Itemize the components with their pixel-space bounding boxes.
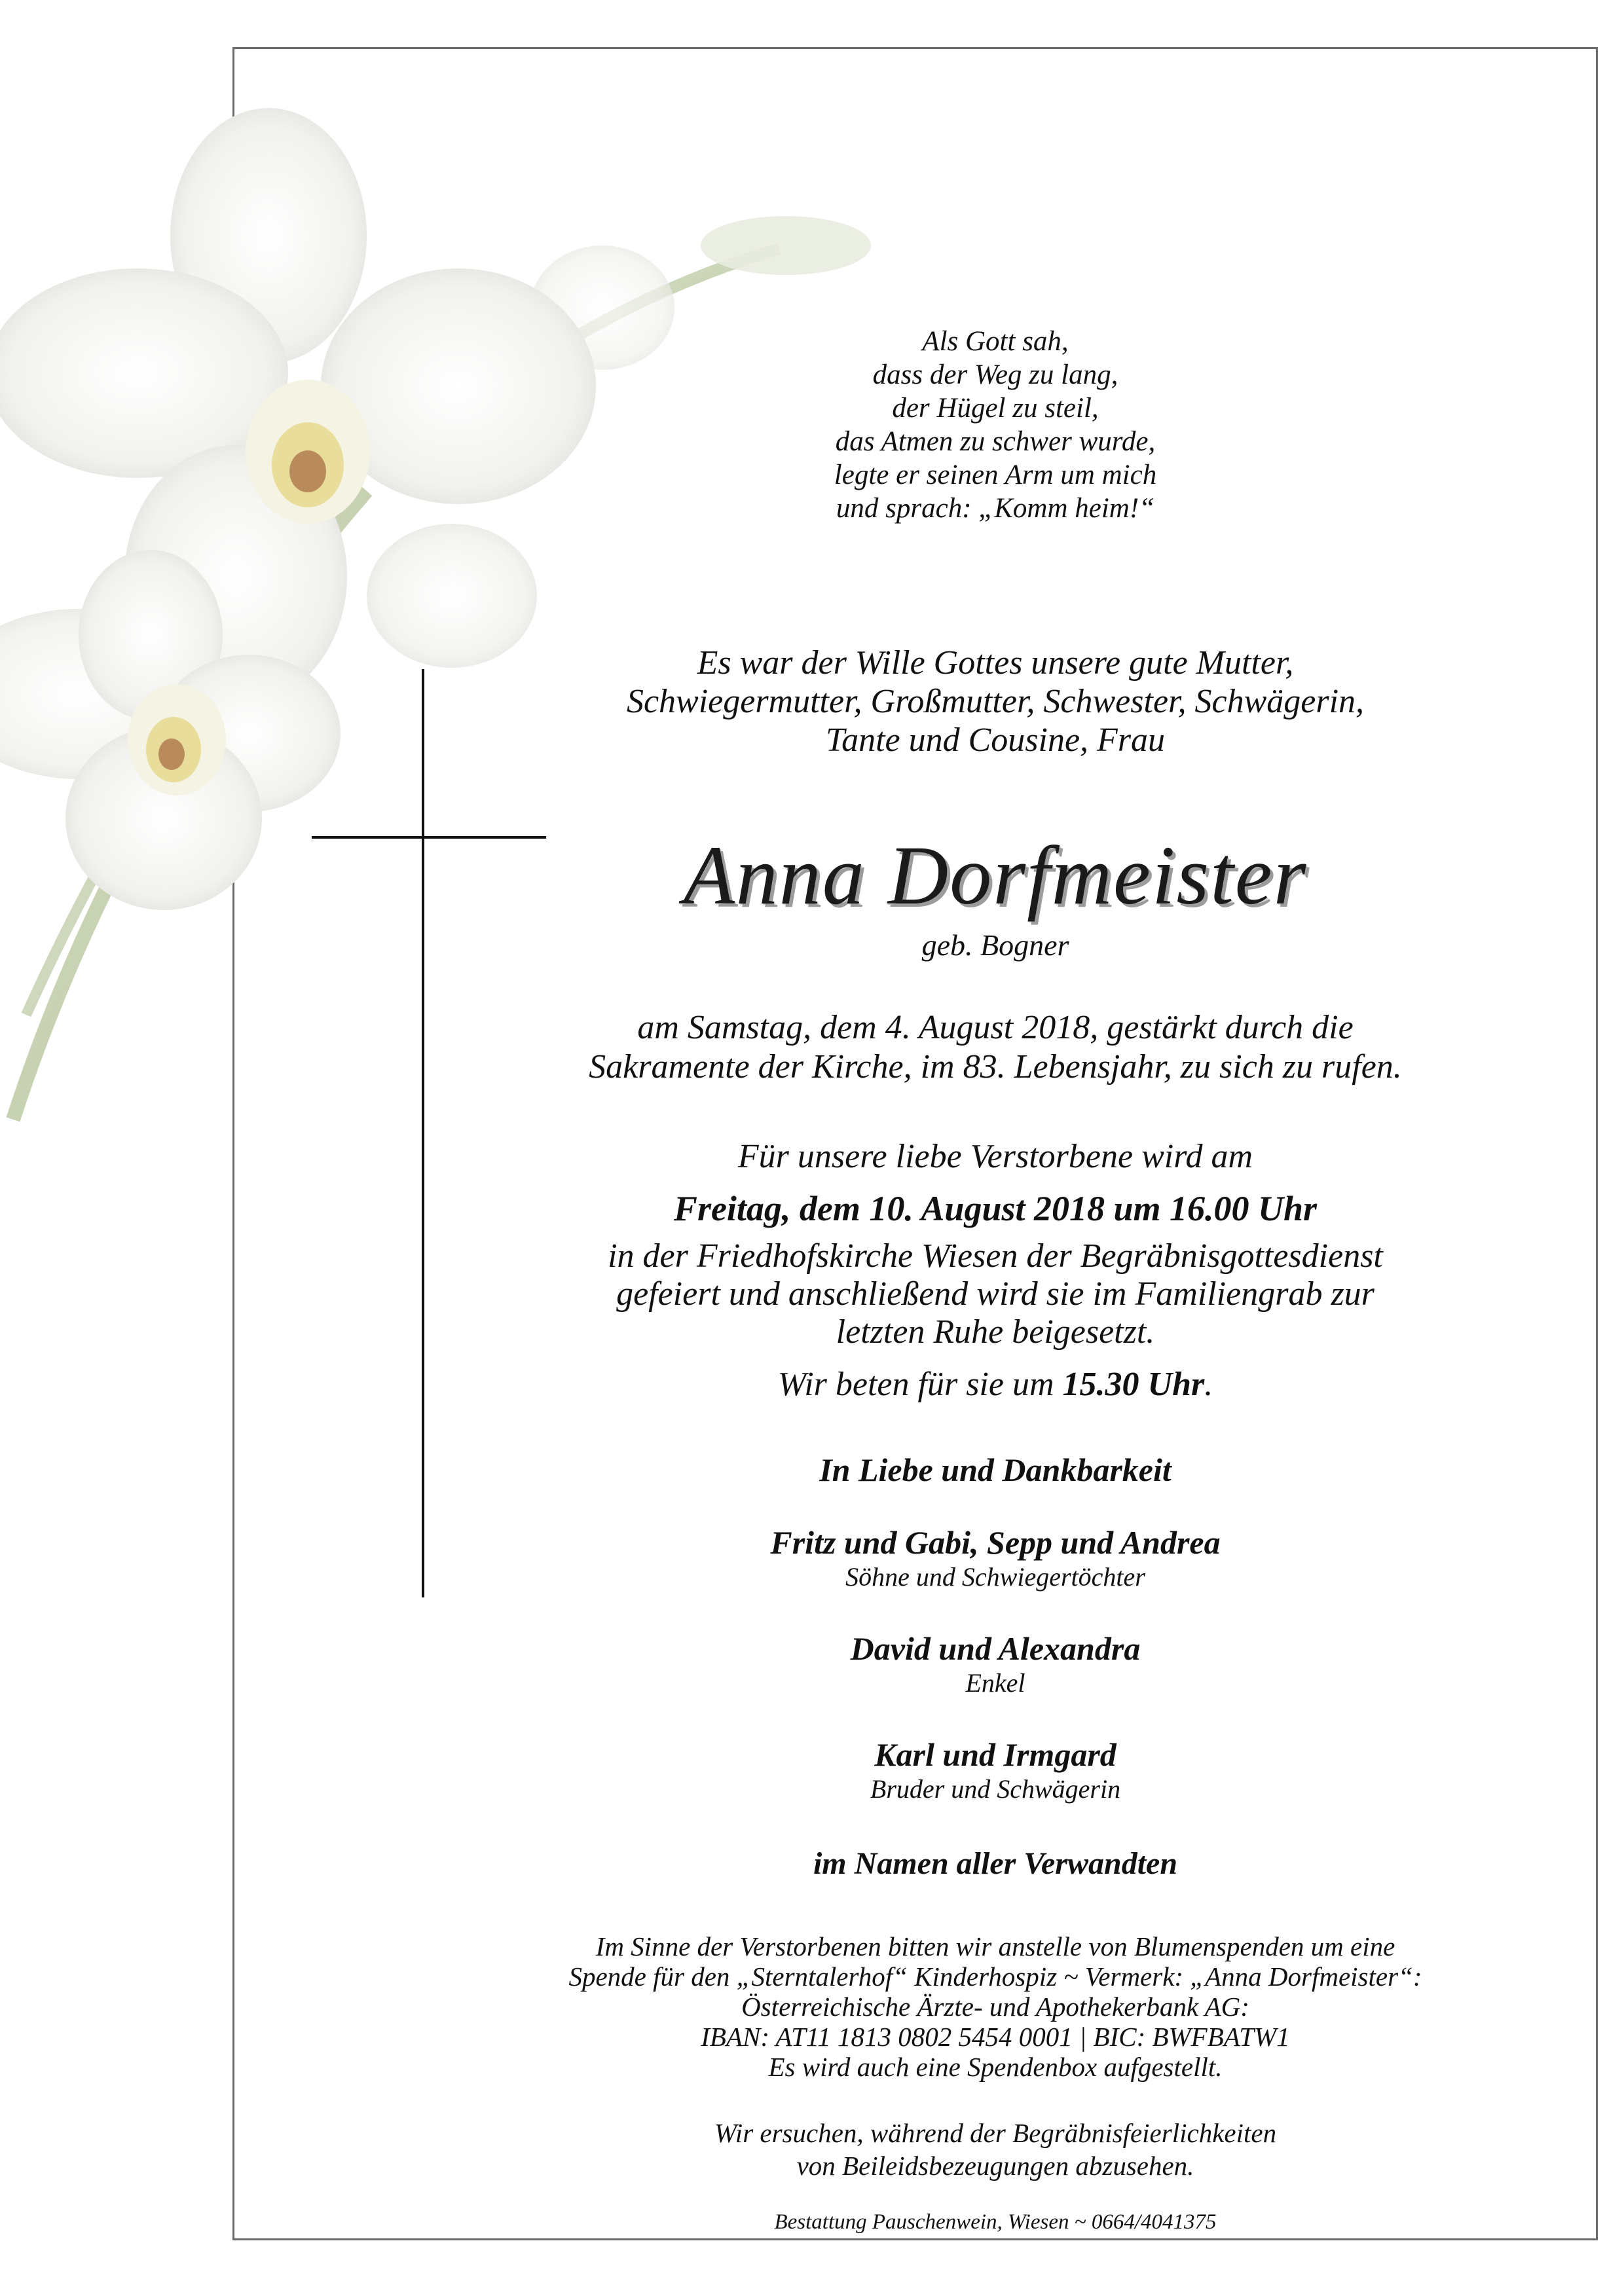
condolence-request	[511, 2117, 1480, 2182]
mourner-relation: Bruder und Schwägerin	[870, 1774, 1121, 1804]
funeral-date: Freitag, dem 10. August 2018 um 16.00 Uhr	[673, 1189, 1318, 1228]
funeral-details	[511, 1237, 1480, 1351]
mourner-group	[511, 1736, 1480, 1805]
donation-request	[511, 1931, 1480, 2082]
poem-line: Als Gott sah,	[922, 326, 1069, 357]
funeral-details-line: letzten Ruhe beigesetzt.	[836, 1313, 1155, 1351]
closing-line: im Namen aller Verwandten	[813, 1846, 1178, 1881]
mourner-group	[511, 1523, 1480, 1593]
death-notice-line: Sakramente der Kirche, im 83. Lebensjahr, zu sich zu rufen.	[589, 1048, 1402, 1085]
funeral-intro: Für unsere liebe Verstorbene wird am	[737, 1138, 1253, 1175]
poem	[511, 325, 1480, 525]
deceased-name: Anna Dorfmeister	[683, 829, 1308, 922]
poem-line: dass der Weg zu lang,	[872, 359, 1118, 390]
mourner-group	[511, 1630, 1480, 1699]
prayer-prefix: Wir beten für sie um	[777, 1366, 1063, 1403]
request-line: von Beileidsbezeugungen abzusehen.	[796, 2151, 1194, 2181]
poem-line: das Atmen zu schwer wurde,	[835, 426, 1156, 457]
funeral-details-line: in der Friedhofskirche Wiesen der Begräbnisgottesdienst	[608, 1237, 1383, 1275]
donation-line: IBAN: AT11 1813 0802 5454 0001 | BIC: BWFBATW1	[701, 2022, 1290, 2052]
intro-line: Tante und Cousine, Frau	[825, 721, 1166, 759]
donation-line: Im Sinne der Verstorbenen bitten wir anstelle von Blumenspenden um eine	[595, 1931, 1395, 1961]
donation-line: Spende für den „Sterntalerhof“ Kinderhospiz ~ Vermerk: „Anna Dorfmeister“:	[568, 1961, 1422, 1992]
poem-line: und sprach: „Komm heim!“	[836, 493, 1155, 524]
announcement-intro	[511, 644, 1480, 759]
intro-line: Es war der Wille Gottes unsere gute Mutter,	[697, 644, 1294, 682]
prayer-suffix: .	[1204, 1366, 1213, 1403]
poem-line: der Hügel zu steil,	[892, 393, 1099, 424]
mourner-names: David und Alexandra	[850, 1630, 1141, 1667]
prayer-time: 15.30 Uhr	[1062, 1366, 1205, 1403]
prayer-time-line	[511, 1365, 1480, 1404]
mourner-relation: Enkel	[965, 1668, 1025, 1698]
donation-line: Österreichische Ärzte- und Apothekerbank AG:	[741, 1992, 1249, 2022]
request-line: Wir ersuchen, während der Begräbnisfeierlichkeiten	[714, 2118, 1277, 2148]
mourner-names: Karl und Irmgard	[874, 1736, 1116, 1773]
intro-line: Schwiegermutter, Großmutter, Schwester, Schwägerin,	[626, 683, 1365, 720]
mourner-relation: Söhne und Schwiegertöchter	[845, 1562, 1145, 1592]
mourner-names: Fritz und Gabi, Sepp und Andrea	[770, 1524, 1221, 1561]
funeral-details-line: gefeiert und anschließend wird sie im Familiengrab zur	[616, 1275, 1375, 1313]
poem-line: legte er seinen Arm um mich	[834, 460, 1157, 490]
death-notice-line: am Samstag, dem 4. August 2018, gestärkt durch die	[637, 1009, 1354, 1046]
cross-vertical-bar	[422, 669, 424, 1597]
birth-name: geb. Bogner	[921, 928, 1069, 962]
thanks-heading: In Liebe und Dankbarkeit	[819, 1451, 1172, 1488]
funeral-home-footer: Bestattung Pauschenwein, Wiesen ~ 0664/4041375	[774, 2210, 1217, 2234]
donation-line: Es wird auch eine Spendenbox aufgestellt.	[768, 2052, 1223, 2082]
death-notice	[511, 1008, 1480, 1087]
